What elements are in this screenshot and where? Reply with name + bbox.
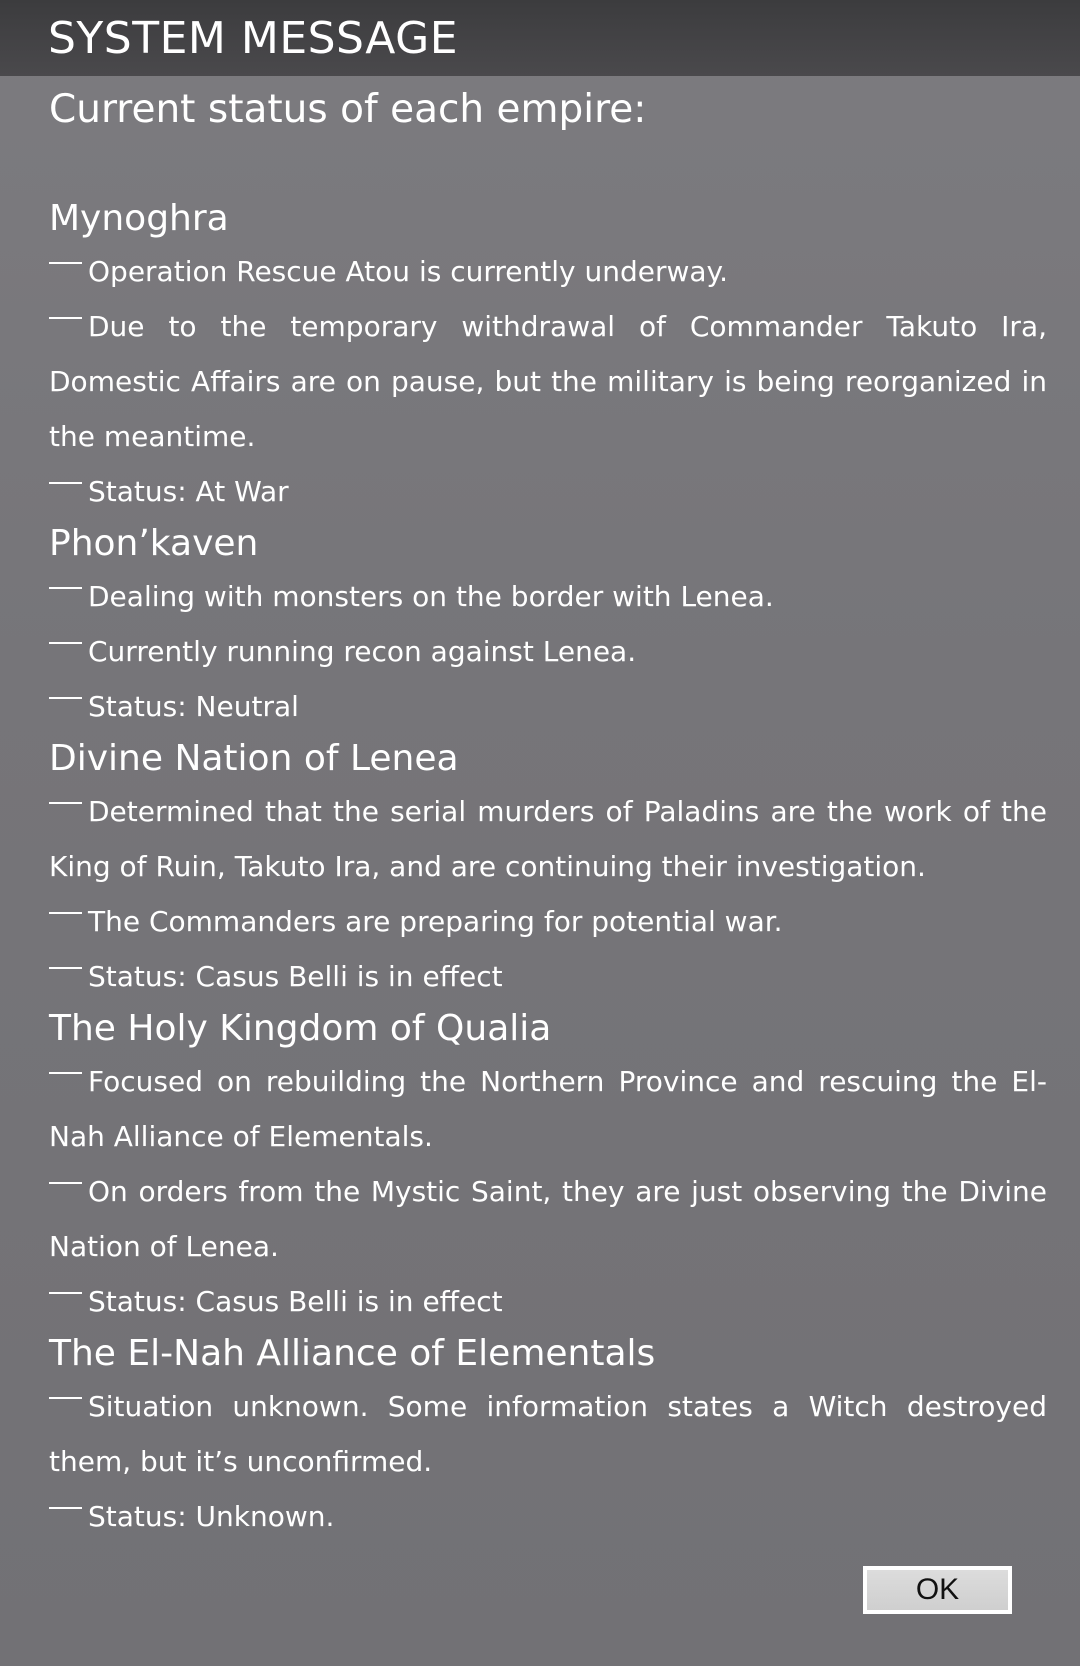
dash-bullet [49, 317, 82, 319]
empire-section-phonkaven [49, 519, 1047, 734]
status-line [49, 679, 1047, 734]
status-line-text: Determined that the serial murders of Paladins are the work of the King of Ruin, Takuto Ira, and are continuing their investigation. [49, 795, 1047, 883]
status-line [49, 1489, 1047, 1544]
empire-name: The Holy Kingdom of Qualia [49, 1008, 552, 1049]
empire-section-el-nah [49, 1329, 1047, 1544]
status-line-text: Situation unknown. Some information states a Witch destroyed them, but it’s unconfirmed. [49, 1390, 1047, 1478]
status-line [49, 1054, 1047, 1164]
status-line [49, 569, 1047, 624]
empire-name: Mynoghra [49, 198, 229, 239]
heading-spacer [49, 136, 1047, 194]
dash-bullet [49, 262, 82, 264]
status-line [49, 894, 1047, 949]
dash-bullet [49, 1397, 82, 1399]
status-line [49, 784, 1047, 894]
ok-button[interactable]: OK [863, 1566, 1012, 1614]
status-line [49, 464, 1047, 519]
status-line [49, 244, 1047, 299]
status-line [49, 624, 1047, 679]
dash-bullet [49, 967, 82, 969]
message-body [49, 84, 1047, 1544]
dash-bullet [49, 642, 82, 644]
dash-bullet [49, 587, 82, 589]
empire-section-mynoghra [49, 194, 1047, 519]
empire-name: Phon’kaven [49, 523, 259, 564]
status-line-text: On orders from the Mystic Saint, they are just observing the Divine Nation of Lenea. [49, 1175, 1047, 1263]
dash-bullet [49, 1292, 82, 1294]
empire-section-qualia [49, 1004, 1047, 1329]
status-line [49, 1379, 1047, 1489]
status-line-text: Focused on rebuilding the Northern Province and rescuing the El-Nah Alliance of Elementals. [49, 1065, 1047, 1153]
dash-bullet [49, 482, 82, 484]
status-line-text: Due to the temporary withdrawal of Commander Takuto Ira, Domestic Affairs are on pause, but the military is being reorganized in the meantime. [49, 310, 1047, 453]
status-line [49, 299, 1047, 464]
empire-section-lenea [49, 734, 1047, 1004]
dash-bullet [49, 697, 82, 699]
dash-bullet [49, 1507, 82, 1509]
message-heading: Current status of each empire: [49, 87, 647, 132]
status-line-text: Dealing with monsters on the border with Lenea. [88, 580, 774, 613]
status-line-text: Status: Casus Belli is in effect [88, 1285, 503, 1318]
dash-bullet [49, 1072, 82, 1074]
dialog-title: SYSTEM MESSAGE [48, 13, 459, 64]
dash-bullet [49, 1182, 82, 1184]
status-line-text: The Commanders are preparing for potential war. [88, 905, 783, 938]
status-line-text: Status: Casus Belli is in effect [88, 960, 503, 993]
empire-name: Divine Nation of Lenea [49, 738, 459, 779]
title-bar [0, 0, 1080, 76]
status-line [49, 1164, 1047, 1274]
status-line-text: Status: Neutral [88, 690, 299, 723]
status-line-text: Operation Rescue Atou is currently underway. [88, 255, 729, 288]
status-line [49, 1274, 1047, 1329]
empire-name: The El-Nah Alliance of Elementals [49, 1333, 656, 1374]
dash-bullet [49, 802, 82, 804]
status-line [49, 949, 1047, 1004]
status-line-text: Currently running recon against Lenea. [88, 635, 637, 668]
status-line-text: Status: Unknown. [88, 1500, 335, 1533]
status-line-text: Status: At War [88, 475, 289, 508]
dash-bullet [49, 912, 82, 914]
